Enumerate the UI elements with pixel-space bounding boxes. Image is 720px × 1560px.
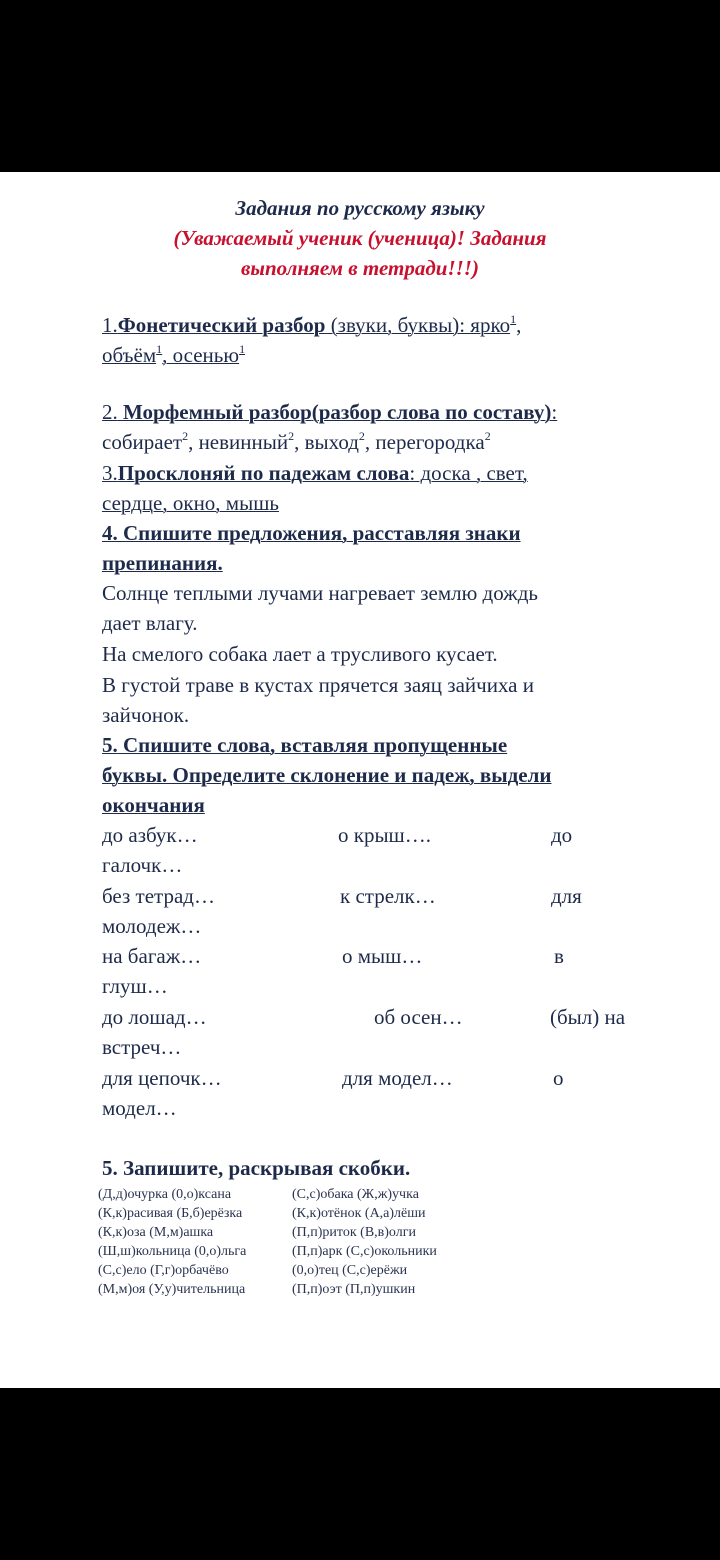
task2-label-2: (разбор слова по составу) bbox=[311, 400, 552, 424]
task1-sup-2: 1 bbox=[156, 342, 163, 356]
task5-word: на багаж… bbox=[102, 944, 202, 968]
task5-heading-2: буквы. Определите склонение и падеж, выдели bbox=[102, 763, 552, 787]
task2-word-3: , выход bbox=[294, 430, 359, 454]
task5-number: 5. bbox=[102, 733, 118, 757]
task4-sentence-line: Солнце теплыми лучами нагревает землю дождь bbox=[102, 581, 538, 605]
task4-sentence-line: зайчонок. bbox=[102, 703, 190, 727]
task5-word: об осен… bbox=[374, 1005, 463, 1029]
task2-colon: : bbox=[551, 400, 558, 424]
task2-line-2 bbox=[102, 429, 491, 455]
task2-word-4: , перегородка bbox=[364, 430, 485, 454]
task5-word: до азбук… bbox=[102, 823, 198, 847]
task1-word-3: , осенью bbox=[162, 343, 240, 367]
task5-heading-3: окончания bbox=[102, 793, 205, 817]
task6-heading: 5. Запишите, раскрывая скобки. bbox=[102, 1156, 411, 1180]
task5-word: о крыш…. bbox=[338, 823, 431, 847]
task2-word-2: , невинный bbox=[188, 430, 289, 454]
document-note-line-1: (Уважаемый ученик (ученица)! Задания bbox=[173, 226, 547, 250]
task6-phrase: (К,к)расивая (Б,б)ерёзка bbox=[98, 1206, 243, 1221]
task1-comma: , bbox=[516, 313, 522, 337]
document-title: Задания по русскому языку bbox=[235, 196, 485, 220]
task5-word: глуш… bbox=[102, 974, 168, 998]
task6-phrase: (Д,д)очурка (0,о)ксана bbox=[98, 1187, 232, 1202]
task5-word: для цепочк… bbox=[102, 1066, 222, 1090]
task5-word: (был) на bbox=[550, 1005, 626, 1029]
task3-number: 3. bbox=[102, 461, 118, 485]
task5-word: галочк… bbox=[102, 853, 183, 877]
document-note-line-2: выполняем в тетради!!!) bbox=[241, 256, 479, 280]
task6-phrase: (К,к)отёнок (А,а)лёши bbox=[292, 1206, 426, 1221]
task6-phrase: (С,с)ело (Г,г)орбачёво bbox=[98, 1263, 229, 1278]
task2-sup-3: 2 bbox=[358, 429, 365, 443]
task6-phrase: (К,к)оза (М,м)ашка bbox=[98, 1225, 214, 1240]
task1-sup-3: 1 bbox=[239, 342, 246, 356]
task2-sup-4: 2 bbox=[484, 429, 491, 443]
task5-word: для модел… bbox=[342, 1066, 453, 1090]
task4-sentence-line: На смелого собака лает а трусливого кусает. bbox=[102, 642, 498, 666]
task3-line-1 bbox=[102, 460, 528, 486]
task1-number: 1. bbox=[102, 313, 118, 337]
task5-word: к стрелк… bbox=[340, 884, 436, 908]
task5-word: без тетрад… bbox=[102, 884, 215, 908]
task1-text: (звуки, буквы): ярко bbox=[325, 313, 511, 337]
task5-word: до лошад… bbox=[102, 1005, 207, 1029]
task6-phrase: (П,п)риток (В,в)олги bbox=[292, 1225, 416, 1240]
task1-line-1 bbox=[102, 312, 521, 338]
task6-phrase: (П,п)арк (С,с)окольники bbox=[292, 1244, 437, 1259]
task5-word: до bbox=[551, 823, 573, 847]
task3-line-2: сердце, окно, мышь bbox=[102, 491, 279, 515]
task3-label: Просклоняй по падежам слова bbox=[117, 461, 410, 485]
task5-word: для bbox=[551, 884, 582, 908]
task3-text: : доска , свет, bbox=[409, 461, 528, 485]
task5-word: о bbox=[553, 1066, 564, 1090]
task2-sup-1: 2 bbox=[182, 429, 189, 443]
task6-phrase: (С,с)обака (Ж,ж)учка bbox=[292, 1187, 419, 1202]
task5-heading-text: Спишите слова, вставляя пропущенные bbox=[117, 733, 508, 757]
task6-phrase: (М,м)оя (У,у)чительница bbox=[98, 1282, 246, 1297]
task4-sentence-line: дает влагу. bbox=[102, 611, 198, 635]
task5-word: модел… bbox=[102, 1096, 177, 1120]
task5-heading-1 bbox=[102, 732, 507, 758]
task6-phrase: (0,о)тец (С,с)ерёжи bbox=[292, 1263, 408, 1278]
task2-word-1: собирает bbox=[102, 430, 183, 454]
task2-line-1 bbox=[102, 399, 557, 425]
task4-sentence-line: В густой траве в кустах прячется заяц зайчиха и bbox=[102, 673, 534, 697]
task5-word: молодеж… bbox=[102, 914, 202, 938]
task1-word-2: объём bbox=[102, 343, 157, 367]
task6-phrase: (П,п)оэт (П,п)ушкин bbox=[292, 1282, 416, 1297]
task1-label: Фонетический разбор bbox=[117, 313, 326, 337]
task5-word: встреч… bbox=[102, 1035, 182, 1059]
document-page bbox=[0, 172, 720, 1388]
task2-number: 2. bbox=[102, 400, 118, 424]
task5-word: в bbox=[554, 944, 564, 968]
task6-phrase: (Ш,ш)кольница (0,о)льга bbox=[98, 1244, 247, 1259]
task1-line-2 bbox=[102, 342, 245, 368]
task4-heading-1: 4. Спишите предложения, расставляя знаки bbox=[102, 521, 521, 545]
task2-label: Морфемный разбор bbox=[117, 400, 312, 424]
task4-heading-2: препинания. bbox=[102, 551, 223, 575]
task1-sup-1: 1 bbox=[510, 312, 517, 326]
task5-word: о мыш… bbox=[342, 944, 423, 968]
task2-sup-2: 2 bbox=[288, 429, 295, 443]
